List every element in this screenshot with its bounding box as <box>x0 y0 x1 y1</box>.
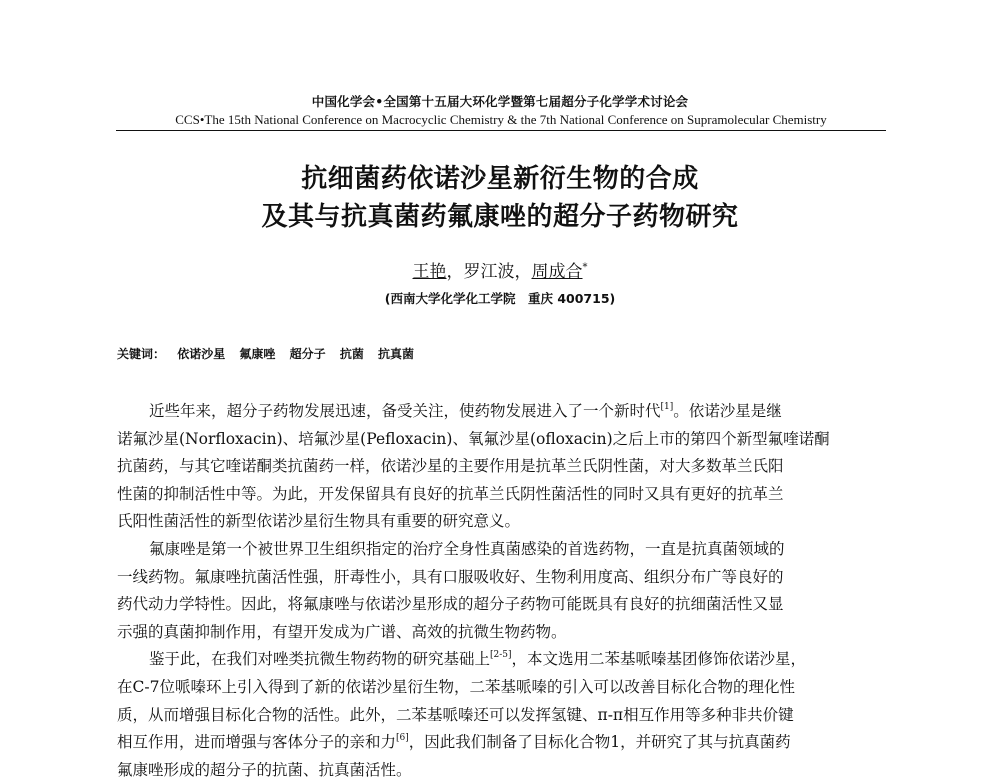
paper-title-line-2: 及其与抗真菌药氟康唑的超分子药物研究 <box>261 202 739 232</box>
corresponding-author-mark: * <box>582 262 588 273</box>
author-name: 王艳 <box>412 262 447 282</box>
paragraph-1 <box>117 398 887 536</box>
text-line: 氏阳性菌活性的新型依诺沙星衍生物具有重要的研究意义。 <box>117 512 521 531</box>
text-line: 诺氟沙星(Norfloxacin)、培氟沙星(Pefloxacin)、氧氟沙星(ofloxacin)之后上市的第四个新型氟喹诺酮 <box>117 429 830 448</box>
text-line: 在C-7位哌嗪环上引入得到了新的依诺沙星衍生物，二苯基哌嗪的引入可以改善目标化合物的理化性 <box>117 677 795 696</box>
keyword-item: 抗菌 <box>339 347 364 361</box>
text-line: 氟康唑是第一个被世界卫生组织指定的治疗全身性真菌感染的首选药物，一直是抗真菌领域的 <box>149 539 785 558</box>
conference-header-english: CCS•The 15th National Conference on Macrocyclic Chemistry & the 7th National Conference on Supramolecular Chemistry <box>116 112 886 131</box>
author-list <box>0 257 1000 282</box>
citation-ref: [6] <box>396 733 409 744</box>
keywords-label: 关键词： <box>117 347 166 361</box>
paragraph-3 <box>117 646 887 784</box>
text-line: 性菌的抑制活性中等。为此，开发保留具有良好的抗革兰氏阴性菌活性的同时又具有更好的抗革兰 <box>117 484 784 503</box>
keyword-item: 抗真菌 <box>378 347 415 361</box>
author-separator: ， <box>446 262 464 282</box>
conference-header-chinese: 中国化学会•全国第十五届大环化学暨第七届超分子化学学术讨论会 <box>311 94 689 109</box>
text-line: 一线药物。氟康唑抗菌活性强，肝毒性小，具有口服吸收好、生物利用度高、组织分布广等良好的 <box>117 567 784 586</box>
paper-title-line-1: 抗细菌药依诺沙星新衍生物的合成 <box>301 164 699 194</box>
text-line: 示强的真菌抑制作用，有望开发成为广谱、高效的抗微生物药物。 <box>117 622 567 641</box>
text-line: 抗菌药，与其它喹诺酮类抗菌药一样，依诺沙星的主要作用是抗革兰氏阴性菌，对大多数革兰氏阳 <box>117 457 784 476</box>
keyword-item: 氟康唑 <box>239 347 276 361</box>
keyword-item: 依诺沙星 <box>177 347 226 361</box>
body-text <box>117 398 887 784</box>
text-line: 近些年来，超分子药物发展迅速，备受关注，使药物发展进入了一个新时代[1]。依诺沙星是继 <box>149 402 782 420</box>
text-line: 鉴于此，在我们对唑类抗微生物药物的研究基础上[2-5]，本文选用二苯基哌嗪基团修饰依诺沙星， <box>149 650 807 669</box>
text-line: 氟康唑形成的超分子的抗菌、抗真菌活性。 <box>117 760 412 779</box>
paragraph-2 <box>117 536 887 646</box>
citation-ref: [1] <box>660 402 674 412</box>
corresponding-author-name: 周成合 <box>531 262 583 282</box>
text-line: 相互作用，进而增强与客体分子的亲和力[6]，因此我们制备了目标化合物1，并研究了其与抗真菌药 <box>117 733 791 752</box>
keyword-item: 超分子 <box>289 347 326 361</box>
text-line: 质，从而增强目标化合物的活性。此外，二苯基哌嗪还可以发挥氢键、π-π相互作用等多种非共价键 <box>117 705 794 724</box>
citation-ref: [2-5] <box>490 650 512 661</box>
author-name: 罗江波 <box>463 262 515 282</box>
keywords <box>117 345 424 362</box>
affiliation: (西南大学化学化工学院 重庆 400715) <box>384 291 616 306</box>
author-separator: ， <box>514 262 532 282</box>
text-line: 药代动力学特性。因此，将氟康唑与依诺沙星形成的超分子药物可能既具有良好的抗细菌活性又显 <box>117 595 784 614</box>
